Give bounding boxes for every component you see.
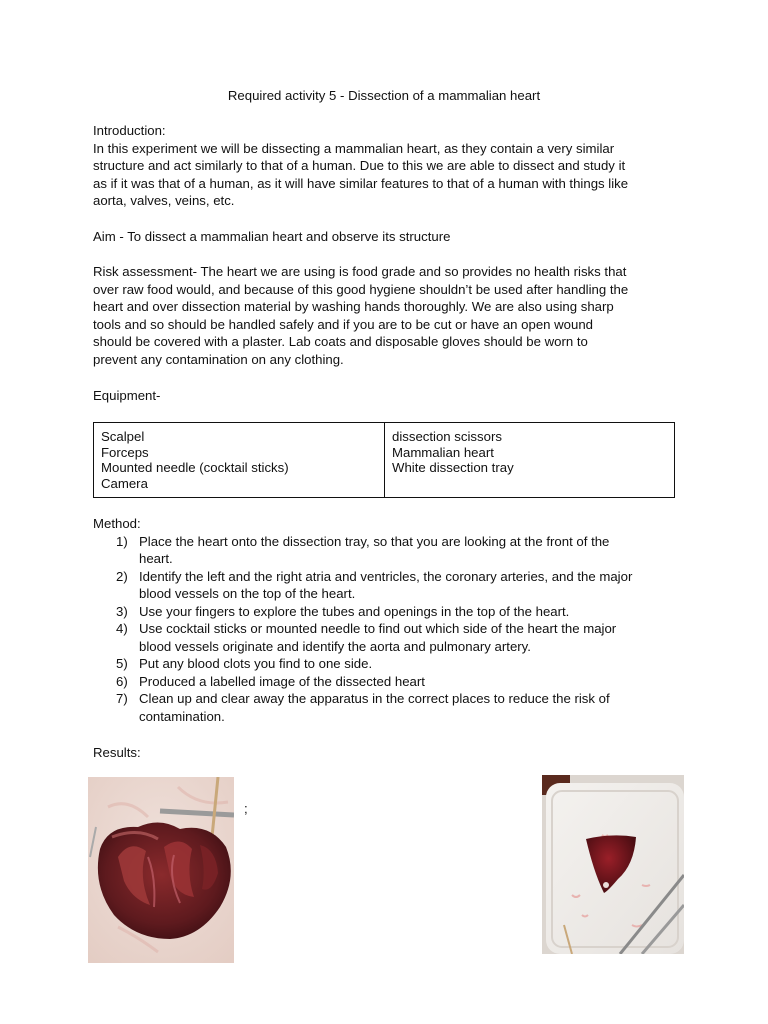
method-step (93, 568, 683, 603)
dissected-heart-photo (88, 777, 234, 963)
risk-line: over raw food would, and because of this good hygiene shouldn’t be used after handling the (93, 281, 629, 297)
method-step (93, 655, 683, 673)
equipment-item: Mounted needle (cocktail sticks) (101, 460, 289, 475)
method-section (93, 515, 683, 725)
introduction-line: In this experiment we will be dissecting a mammalian heart, as they contain a very similar (93, 140, 615, 156)
step-line: heart. (139, 551, 173, 566)
equipment-item: Camera (101, 475, 148, 491)
method-step (93, 690, 683, 725)
step-line: Use cocktail sticks or mounted needle to find out which side of the heart the major (139, 621, 617, 636)
equipment-table (93, 422, 675, 498)
heart-on-tray-image (542, 775, 684, 954)
equipment-item: dissection scissors (392, 429, 502, 444)
introduction-section (93, 122, 683, 210)
step-number: 5) (116, 656, 128, 671)
introduction-heading: Introduction: (93, 123, 166, 138)
risk-line: prevent any contamination on any clothing. (93, 351, 344, 367)
results-heading: Results: (93, 745, 141, 760)
step-number: 4) (116, 621, 128, 636)
risk-assessment-section (93, 263, 683, 368)
equipment-column-right (384, 423, 674, 497)
introduction-line: as if it was that of a human, as it will have similar features to that of a human with things like (93, 175, 629, 191)
risk-line: heart and over dissection material by washing hands thoroughly. We are also using sharp (93, 299, 614, 314)
step-number: 7) (116, 691, 128, 706)
equipment-item: Scalpel (101, 429, 145, 444)
step-line: contamination. (139, 708, 225, 724)
method-step (93, 620, 683, 655)
equipment-item: White dissection tray (392, 460, 514, 475)
step-line: blood vessels originate and identify the aorta and pulmonary artery. (139, 638, 531, 654)
aim-text: Aim - To dissect a mammalian heart and observe its structure (93, 229, 451, 244)
introduction-line: aorta, valves, veins, etc. (93, 193, 235, 208)
equipment-heading: Equipment- (93, 388, 161, 403)
method-step (93, 533, 683, 568)
equipment-item: Forceps (101, 444, 149, 460)
heart-on-tray-photo (542, 775, 684, 954)
step-line: blood vessels on the top of the heart. (139, 586, 356, 601)
page-title: Required activity 5 - Dissection of a mammalian heart (227, 88, 541, 103)
step-number: 2) (116, 568, 128, 584)
step-line: Clean up and clear away the apparatus in the correct places to reduce the risk of (139, 691, 610, 706)
method-steps-list (93, 533, 683, 726)
step-line: Put any blood clots you find to one side. (139, 656, 373, 671)
step-number: 3) (116, 603, 128, 619)
risk-line: Risk assessment- The heart we are using is food grade and so provides no health risks that (93, 264, 627, 279)
method-heading: Method: (93, 516, 141, 531)
equipment-item: Mammalian heart (392, 444, 494, 460)
step-line: Identify the left and the right atria and ventricles, the coronary arteries, and the major (139, 568, 633, 584)
step-number: 1) (116, 533, 128, 549)
equipment-column-left (94, 423, 384, 497)
step-line: Place the heart onto the dissection tray, so that you are looking at the front of the (139, 533, 610, 549)
method-step (93, 673, 683, 691)
introduction-line: structure and act similarly to that of a human. Due to this we are able to dissect and study it (93, 158, 626, 173)
heart-cross-section-image (88, 777, 234, 963)
stray-mark: ; (244, 801, 248, 816)
step-line: Use your fingers to explore the tubes and openings in the top of the heart. (139, 603, 570, 619)
step-number: 6) (116, 673, 128, 689)
risk-line: tools and so should be handled safely and if you are to be cut or have an open wound (93, 316, 594, 332)
step-line: Produced a labelled image of the dissected heart (139, 673, 425, 689)
method-step (93, 603, 683, 621)
risk-line: should be covered with a plaster. Lab coats and disposable gloves should be worn to (93, 334, 588, 349)
